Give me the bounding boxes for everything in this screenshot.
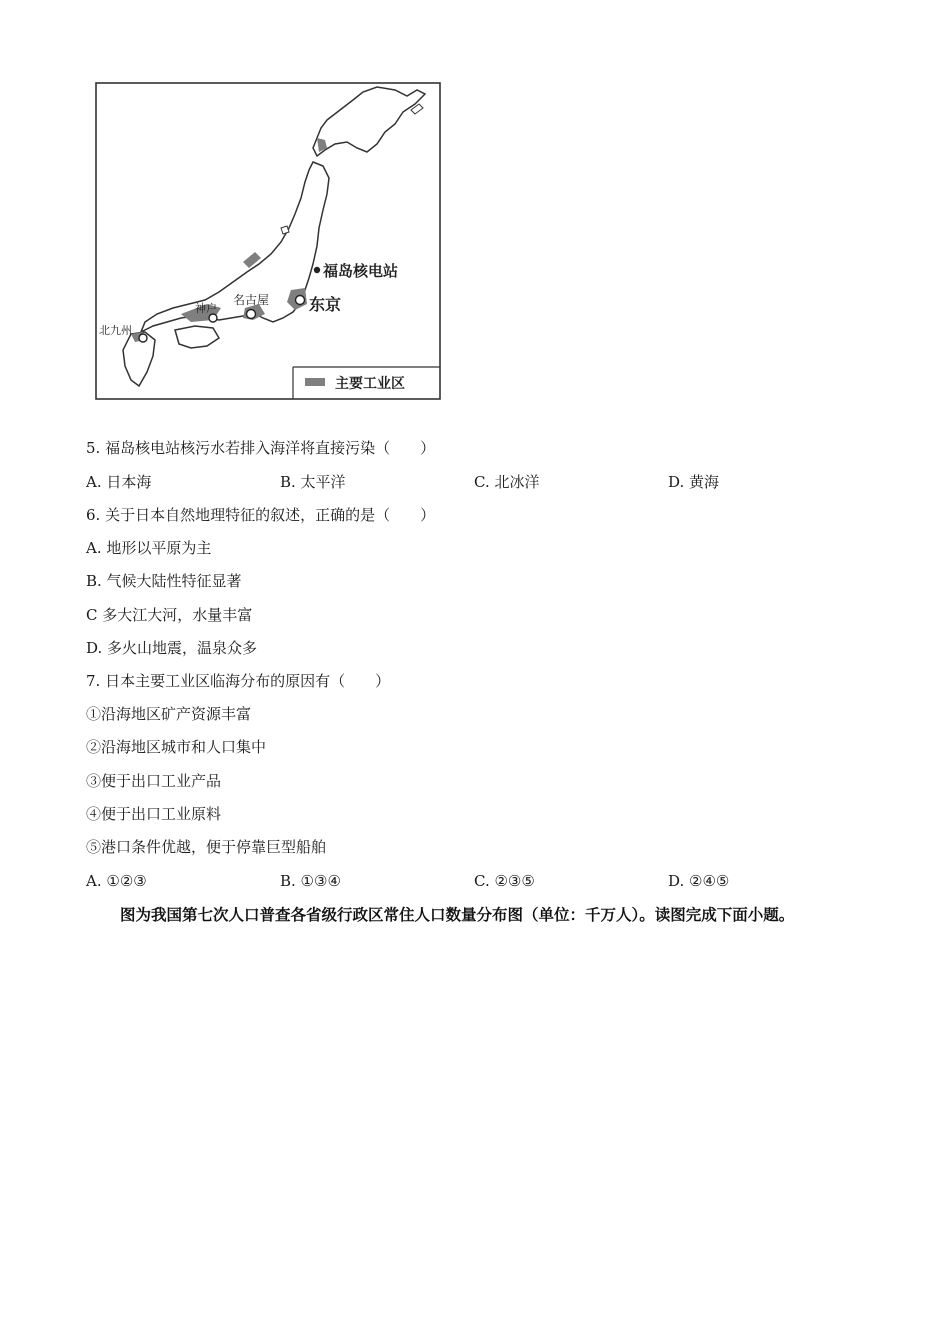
legend-label: 主要工业区	[335, 376, 405, 392]
tokyo-marker	[296, 296, 305, 305]
nagoya-marker	[247, 310, 256, 319]
q5-stem: 5. 福岛核电站核污水若排入海洋将直接污染（ ）	[86, 439, 436, 457]
q5-option-a[interactable]: A. 日本海	[86, 473, 152, 491]
sado-island	[281, 226, 289, 234]
label-kobe: 神户	[195, 302, 217, 315]
q7-item-1: ①沿海地区矿产资源丰富	[86, 705, 252, 723]
legend-swatch	[305, 378, 325, 386]
label-tokyo: 东京	[309, 295, 342, 314]
q6-stem: 6. 关于日本自然地理特征的叙述，正确的是（ ）	[86, 506, 436, 524]
next-figure-caption: 图为我国第七次人口普查各省级行政区常住人口数量分布图（单位：千万人）。读图完成下面小题。	[120, 906, 795, 924]
q7-option-c[interactable]: C. ②③⑤	[474, 872, 535, 890]
japan-map-figure	[95, 82, 441, 400]
q7-option-b[interactable]: B. ①③④	[280, 872, 341, 890]
q5-option-c[interactable]: C. 北冰洋	[474, 473, 540, 491]
q6-option-d[interactable]: D. 多火山地震，温泉众多	[86, 639, 258, 657]
q6-option-c[interactable]: C 多大江大河，水量丰富	[86, 606, 253, 624]
fukushima-dot	[314, 267, 320, 273]
kobe-marker	[209, 314, 217, 322]
japan-map	[95, 82, 441, 400]
q7-item-3: ③便于出口工业产品	[86, 772, 222, 790]
label-fukushima: 福岛核电站	[323, 262, 399, 280]
kitakyushu-marker	[139, 334, 147, 342]
q7-option-a[interactable]: A. ①②③	[86, 872, 147, 890]
q7-stem: 7. 日本主要工业区临海分布的原因有（ ）	[86, 672, 391, 690]
label-nagoya: 名古屋	[233, 293, 270, 307]
q6-option-b[interactable]: B. 气候大陆性特征显著	[86, 572, 242, 590]
q6-option-a[interactable]: A. 地形以平原为主	[86, 539, 212, 557]
label-kitakyushu: 北九州	[99, 324, 132, 337]
q7-item-5: ⑤港口条件优越，便于停靠巨型船舶	[86, 838, 327, 856]
q5-option-d[interactable]: D. 黄海	[668, 473, 720, 491]
q7-item-2: ②沿海地区城市和人口集中	[86, 738, 267, 756]
q7-option-d[interactable]: D. ②④⑤	[668, 872, 730, 890]
q7-item-4: ④便于出口工业原料	[86, 805, 222, 823]
q5-option-b[interactable]: B. 太平洋	[280, 473, 346, 491]
